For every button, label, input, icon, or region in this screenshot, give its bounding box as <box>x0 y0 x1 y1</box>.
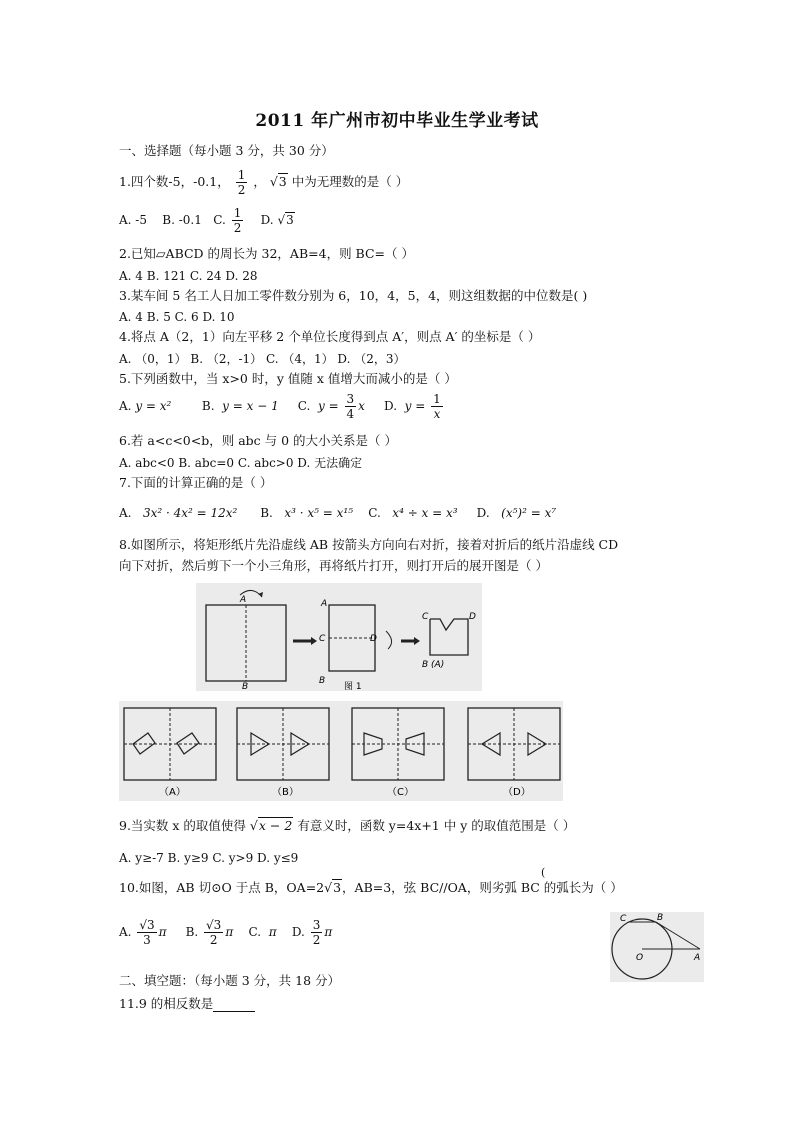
q3-options[interactable]: A. 4 B. 5 C. 6 D. 10 <box>119 310 235 324</box>
q10-circle-figure <box>610 912 704 982</box>
question-4: 4.将点 A（2，1）向左平移 2 个单位长度得到点 A′，则点 A′ 的坐标是（ ） <box>119 329 541 344</box>
q10-option-b[interactable]: B. $\frac{√3}{2}$ π <box>185 918 234 947</box>
page-title: 2011 年广州市初中毕业生学业考试 <box>255 111 539 131</box>
q1-prefix: 1.四个数-5，-0.1， <box>119 174 230 189</box>
q2-options[interactable]: A. 4 B. 121 C. 24 D. 28 <box>119 269 258 283</box>
q9-radicand: x − 2 <box>258 818 293 833</box>
q5-option-c[interactable]: C. y = $\frac{3}{4}$ x <box>297 392 365 421</box>
fig-label-d2: D <box>370 634 377 644</box>
q7-option-a[interactable]: A. 3x² · 4x² = 12x² <box>119 506 238 520</box>
section-heading-fill: 二、填空题：（每小题 3 分，共 18 分） <box>119 973 341 988</box>
q5-option-a[interactable]: A. y = x² <box>119 399 172 413</box>
fig-label-b2: B <box>319 676 326 686</box>
fig10-label-c: C <box>620 914 627 924</box>
q6-options[interactable]: A. abc<0 B. abc=0 C. abc>0 D. 无法确定 <box>119 456 363 470</box>
choice-d-figure[interactable] <box>468 708 560 798</box>
arc-mark: ( <box>541 866 546 879</box>
fig-caption: 图 1 <box>344 682 362 691</box>
q5-option-b[interactable]: B. y = x − 1 <box>201 399 279 413</box>
q1-option-d[interactable]: D. √3 <box>260 213 294 227</box>
q5-option-d[interactable]: D. y = $\frac{1}{x}$ <box>384 392 441 421</box>
question-3: 3.某车间 5 名工人日加工零件数分别为 6，10，4，5，4，则这组数据的中位数是( ) <box>119 288 588 303</box>
q10-option-d[interactable]: D. $\frac{3}{2}$ π <box>291 918 333 947</box>
q1-option-b[interactable]: B. -0.1 <box>162 213 202 227</box>
q8-figure-folding <box>196 583 482 691</box>
choices-diagram <box>119 701 563 801</box>
q10-options <box>119 918 332 947</box>
folding-diagram <box>196 583 482 691</box>
fig-label-ba3: B (A) <box>422 660 445 670</box>
q1-suffix: 中为无理数的是（ ） <box>291 174 409 189</box>
q1-fraction-half: $\frac{1}{2}$ <box>237 168 246 197</box>
q7-option-d[interactable]: D. (x⁵)² = x⁷ <box>476 506 557 520</box>
fig-label-c2: C <box>319 634 326 644</box>
q10-option-c[interactable]: C. π <box>248 925 277 939</box>
question-8-line-1: 8.如图所示，将矩形纸片先沿虚线 AB 按箭头方向向右对折，接着对折后的纸片沿虚线 CD <box>119 537 619 552</box>
q9-options[interactable]: A. y≥-7 B. y≥9 C. y>9 D. y≤9 <box>119 851 299 865</box>
q1-option-c[interactable]: C. $\frac{1}{2}$ <box>213 206 242 235</box>
section-heading-choice: 一、选择题（每小题 3 分，共 30 分） <box>119 143 334 158</box>
choice-a-figure[interactable] <box>124 708 216 798</box>
question-9: 9.当实数 x 的取值使得 √x − 2 有意义时，函数 y=4x+1 中 y 的取值范围是（ ） <box>119 818 576 833</box>
question-8-line-2: 向下对折，然后剪下一个小三角形，再将纸片打开，则打开后的展开图是（ ） <box>119 558 548 573</box>
question-5: 5.下列函数中，当 x>0 时，y 值随 x 值增大而减小的是（ ） <box>119 371 457 386</box>
q4-options[interactable]: A. （0，1） B. （2，-1） C. （4，1） D. （2，3） <box>119 352 406 366</box>
q1-options <box>119 206 295 235</box>
question-10: 10.如图，AB 切⊙O 于点 B，OA=2√3，AB=3，弦 BC//OA，则劣弧 BC 的弧长为（ ） <box>119 880 623 895</box>
choice-b-figure[interactable] <box>237 708 329 798</box>
fig-label-d3: D <box>469 612 476 622</box>
q10-option-a[interactable]: A. $\frac{√3}{3}$ π <box>119 918 167 947</box>
fig10-label-a: A <box>694 953 701 963</box>
q7-option-b[interactable]: B. x³ · x⁵ = x¹⁵ <box>260 506 353 520</box>
q11-answer-blank[interactable] <box>213 999 255 1012</box>
fig-label-a2: A <box>321 599 328 609</box>
fig-label-c3: C <box>422 612 429 622</box>
fig10-label-b: B <box>657 913 664 923</box>
choice-c-label: （C） <box>387 787 414 798</box>
choice-b-label: （B） <box>272 787 299 798</box>
q1-sqrt3: √3 <box>269 174 287 189</box>
question-6: 6.若 a<c<0<b，则 abc 与 0 的大小关系是（ ） <box>119 433 398 448</box>
choice-a-label: （A） <box>159 787 186 798</box>
fig-label-b1: B <box>242 682 249 691</box>
fig10-label-o: O <box>636 953 644 963</box>
question-11: 11.9 的相反数是 <box>119 996 255 1012</box>
question-7: 7.下面的计算正确的是（ ） <box>119 475 273 490</box>
q7-option-c[interactable]: C. x⁴ ÷ x = x³ <box>368 506 458 520</box>
choice-d-label: （D） <box>503 787 531 798</box>
circle-diagram <box>610 912 704 982</box>
choice-c-figure[interactable] <box>352 708 444 798</box>
question-2: 2.已知▱ABCD 的周长为 32，AB=4，则 BC=（ ） <box>119 246 414 261</box>
q5-options <box>119 392 445 421</box>
q8-choices-figure <box>119 701 563 801</box>
fig-label-a1: A <box>240 595 247 605</box>
question-1: 1.四个数-5，-0.1， $\frac{1}{2}$ ， √3 中为无理数的是（ ） <box>119 168 409 197</box>
q1-option-a[interactable]: A. -5 <box>119 213 147 227</box>
q7-options <box>119 505 556 521</box>
